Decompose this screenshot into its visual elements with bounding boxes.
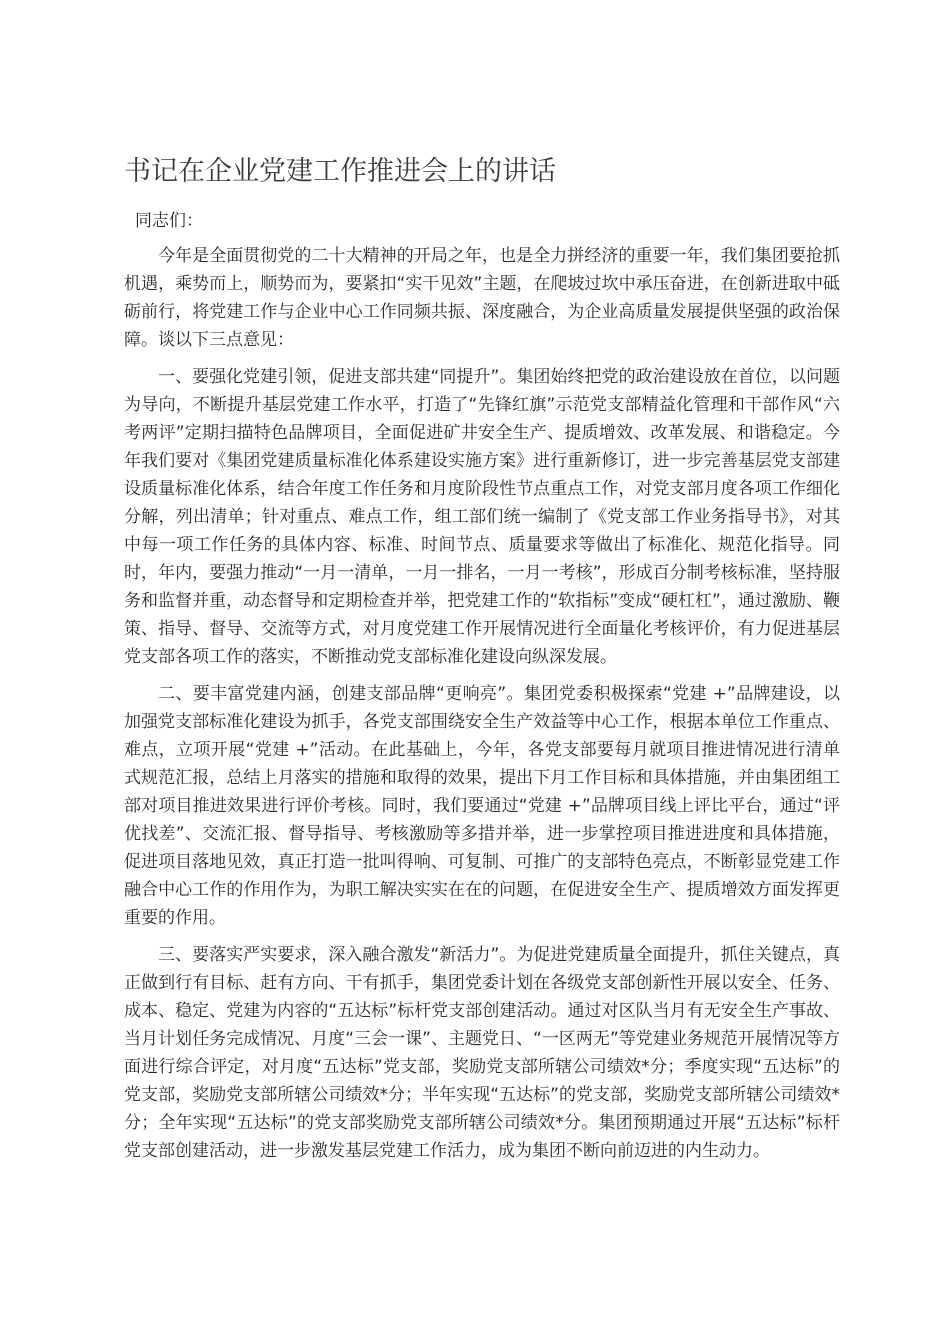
paragraph-intro: 今年是全面贯彻党的二十大精神的开局之年，也是全力拼经济的重要一年，我们集团要抢抓机遇，乘势而上，顺势而为，要紧扣“实干见效”主题，在爬坡过坎中承压奋进，在创新进取中砥砺前行，将党建工作与企业中心工作同频共振、深度融合，为企业高质量发展提供坚强的政治保障。谈以下三点意见：	[124, 246, 840, 350]
document-title: 书记在企业党建工作推进会上的讲话	[124, 156, 556, 187]
document-body	[124, 242, 840, 1174]
paragraph-point-two: 二、要丰富党建内涵，创建支部品牌“更响亮”。集团党委积极探索“党建 +”品牌建设，以加强党支部标准化建设为抓手，各党支部围绕安全生产效益等中心工作，根据本单位工作重点、难点，立项开展“党建 +”活动。在此基础上，今年，各党支部要每月就项目推进情况进行清单式规范汇报，总结上月落实的措施和取得的效果，提出下月工作目标和具体措施，并由集团组工部对项目推进效果进行评价考核。同时，我们要通过“党建 +”品牌项目线上评比平台，通过“评优找差”、交流汇报、督导指导、考核激励等多措并举，进一步掌控项目推进进度和具体措施，促进项目落地见效，真正打造一批叫得响、可复制、可推广的支部特色亮点，不断彰显党建工作融合中心工作的作用作为，为职工解决实实在在的问题，在促进安全生产、提质增效方面发挥更重要的作用。	[124, 684, 840, 928]
paragraph-point-three: 三、要落实严实要求，深入融合激发“新活力”。为促进党建质量全面提升，抓住关键点，真正做到行有目标、赶有方向、干有抓手，集团党委计划在各级党支部创新性开展以安全、任务、成本、稳定、党建为内容的“五达标”标杆党支部创建活动。通过对区队当月有无安全生产事故、当月计划任务完成情况、月度“三会一课”、主题党日、“一区两无”等党建业务规范开展情况等方面进行综合评定，对月度“五达标”党支部，奖励党支部所辖公司绩效*分；季度实现“五达标”的党支部，奖励党支部所辖公司绩效*分；半年实现“五达标”的党支部，奖励党支部所辖公司绩效*分；全年实现“五达标”的党支部奖励党支部所辖公司绩效*分。集团预期通过开展“五达标”标杆党支部创建活动，进一步激发基层党建工作活力，成为集团不断向前迈进的内生动力。	[124, 945, 840, 1161]
salutation: 同志们：	[135, 211, 203, 231]
paragraph-point-one: 一、要强化党建引领，促进支部共建“同提升”。集团始终把党的政治建设放在首位，以问题为导向，不断提升基层党建工作水平，打造了“先锋红旗”示范党支部精益化管理和干部作风“六考两评”定期扫描特色品牌项目，全面促进矿井安全生产、提质增效、改革发展、和谐稳定。今年我们要对《集团党建质量标准化体系建设实施方案》进行重新修订，进一步完善基层党支部建设质量标准化体系，结合年度工作任务和月度阶段性节点重点工作，对党支部月度各项工作细化分解，列出清单；针对重点、难点工作，组工部们统一编制了《党支部工作业务指导书》，对其中每一项工作任务的具体内容、标准、时间节点、质量要求等做出了标准化、规范化指导。同时，年内，要强力推动“一月一清单，一月一排名，一月一考核”，形成百分制考核标准，坚持服务和监督并重，动态督导和定期检查并举，把党建工作的“软指标”变成“硬杠杠”，通过激励、鞭策、指导、督导、交流等方式，对月度党建工作开展情况进行全面量化考核评价，有力促进基层党支部各项工作的落实，不断推动党支部标准化建设向纵深发展。	[124, 367, 840, 667]
